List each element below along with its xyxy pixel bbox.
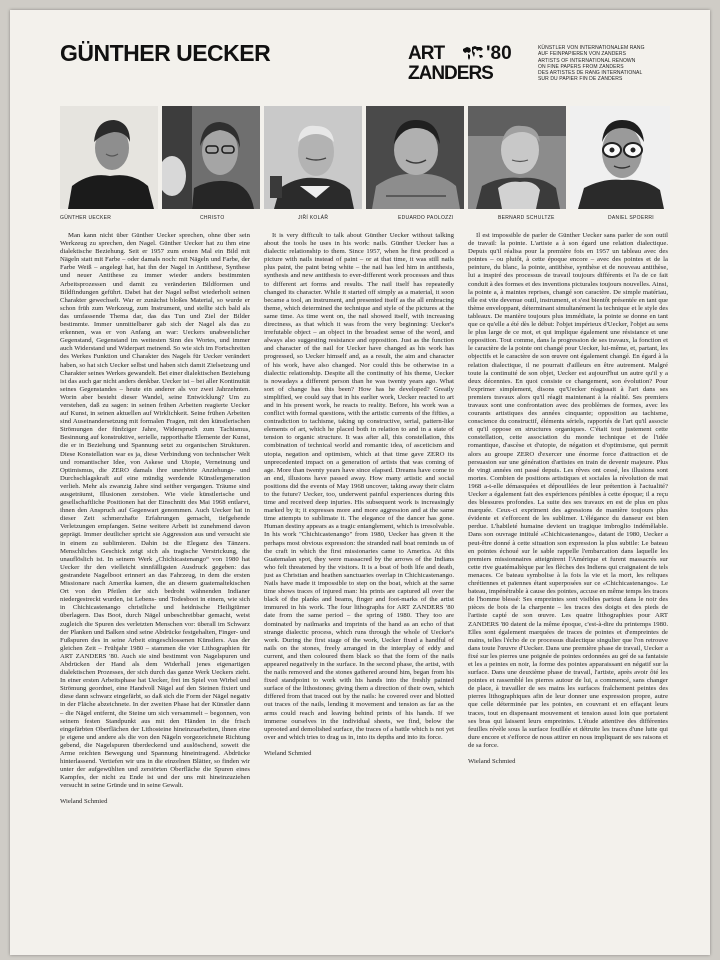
world-map-icon (462, 45, 484, 61)
english-text: It is very difficult to talk about Günther Uecker without talking about the tools he uses in his work: nails. Günther Uecker has a dialectic relationship to them. Since 1957, when he first produced a picture with nails instead of paint – or at that time, it was still nails plus paint, the paint being white – the nail has led him in antithesis, synthesis and new antithesis to ever-different work processes and thus to different art forms and results. The nail itself has repeatedly changed its character. While it started off simply as a material, it soon became a tool, an instrument, and presented itself as the all embracing theme, which determined the technique and style of the pictures at the same time. As time went on, the nail showed itself, with increasing directness, as that which it was from the very beginning: Uecker's irrefutable object – an object in the broadest sense of the word, and always also suggesting resistance and opposition. Just as the function and character of the nail for Uecker have changed as his work has progressed, so Uecker himself and, as a result, the aim and character of his work, have also changed. Nor could this be otherwise in a dialectic relationship. Despite all the continuity of his theme, Uecker is nowadays a different person than he was twenty years ago. What sort of change has this been? How has he developed? Greatly simplified, we could say that in his earlier work, Uecker reacted to art and in his present work, he reacts to reality. Before, his work was a conflict with formal questions, with the artistic currents of the fifties, a contradiction to tachisme, taking up constructive, serial, pattern-like elements of art, which he placed both in relation to and in a state of tension to organic structure. It was after all, this constellation, this combination of technical world and romantic idea, of asceticism and utopia, negation and optimism, which at that time gave ZERO its unprecedented impact on a generation of artists that was coming of age. More than twenty years have since elapsed. Dreams have come to an end, illusions have passed away. How many artistic and social positions did the events of May 1968 uncover, taking away their claim to the future? Uecker, too, underwent painful experiences during this time and received deep injuries. His subsequent work is increasingly marked by it; it expresses more and more aggression and at the same time attempts to sublimate it. The elegance of the dancer has gone. Human destiny appears as a tragic entanglement, which is irresolvable. In his work "Chichicastenango" from 1980, Uecker has given it the perhaps most obvious expression: the stranded nail boat reminds us of the craft in which the first missionaries came to America. At this Guatemalan spot, they were massacred by the arrows of the Indians who felt threatened by the visitors. It is a boat of both life and death, just as Christian and heathen sanctuaries overlap in Chichicastenango. Nails have made it impossible to step on the boat, which at the same time shows traces of injured man: his prints are captured all over the black of the planks and beams, finger and foot-marks of the artist immured in his work. The four lithographs for ART ZANDERS '80 date from the same period – the spring of 1980. They too are dominated by nailmarks and imprints of the hand as an echo of that strange dialectic process, which runs through the whole of Uecker's work. During the first stage of the work, Uecker fixed a handful of nails on the stones, freely arranged in the interplay of eddy and current, and then coloured them black so that the form of the nails appeared negatively in the surface. In the second phase, the artist, with the nails removed and the stones gathered around him, began from his fixed standpoint to work with his hands into the freshly painted surface of the lithostones; giving them a direction of their own, which differed from that traced out by the nails: he covered over and blotted out traces of the nails, lending it movement and tension as far as the arms could reach and leaving behind prints of his hands. If we immerse ourselves in the individual sheets, we find, below the uprooted and demolished surface, the traces of a battle which is not yet over and which tries to drag us in, into its depths and into its force. (264, 232, 454, 741)
caption-spoerri: DANIEL SPOERRI (608, 215, 654, 221)
portrait-uecker (60, 106, 158, 209)
caption-uecker: GÜNTHER UECKER (60, 215, 112, 221)
column-french (468, 232, 668, 872)
german-text: Man kann nicht über Günther Uecker sprechen, ohne über sein Werkzeug zu sprechen, den Nagel. Günther Uecker hat zu ihm eine dialektische Beziehung. Seit er 1957 zum ersten Mal ein Bild mit Nägeln statt mit Farbe – oder damals noch: mit Nägeln und Farbe, der Farbe Weiß – angelegt hat, hat ihn der Nagel in Antithese, Synthese und neuer Antithese zu immer wieder anders bestimmten Arbeitsprozessen und damit zu veränderten Bildformen und Bildfindungen geführt. Dabei hat der Nagel selbst wiederholt seinen Charakter gewechselt. War er zunächst bloßes Material, so wurde er schon früh zum Werkzeug, zum Instrument, und stellte sich bald als das umfassende Thema dar, das das Tun und Ziel der Bilder bestimmte. Immer unmittelbarer gab sich der Nagel als das zu erkennen, was er von Anfang an war: Ueckers unabweislicher Gegenstand, Gegenstand im weitesten Sinn des Wortes, und immer auch Widerstand und Widerpart meinend. So wie sich im Fortschreiten des Werkes Funktion und Charakter des Nagels für Uecker verändert haben, so hat sich Uecker selbst und haben sich damit Zielsetzung und Charakter seines Werkes gewandelt. Bei einer dialektischen Beziehung ist das auch gar nicht anders denkbar. Uecker ist – bei aller Kontinuität seines Gegenstandes – heute ein anderer als vor zwei Jahrzehnten. Worin aber besteht dieser Wandel, seine Entwicklung? Um zu verstehen, daß zu sagen: in seinen frühen Arbeiten reagierte Uecker auf Kunst, in seinen aktuellen auf Wirklichkeit. Seine frühen Arbeiten sind Auseinandersetzung mit formalen Fragen, mit den künstlerischen Strömungen der fünfziger Jahre, Widerspruch zum Tachismus, Besinnung auf konstruktive, serielle, rapporthafte Elemente der Kunst, die er in Beziehung und Spannung setzt zu organischen Strukturen. Diese Konstellation war es ja, diese Verbindung von technischer Welt und romantischer Idee, von Askese und Utopie, Verneinung und Optimismus, die ZERO damals ihre unerhörte Anziehungs- und Durchschlagskraft auf eine mündig werdende Künstlergeneration verlieh. Mehr als zwanzig Jahre sind seither vergangen. Träume sind ausgeträumt, Illusionen zerstoben. Wie viele künstlerische und gesellschaftliche Positionen hat der Einschnitt des Mai 1968 entlarvt, ihnen den Anspruch auf Gegenwart genommen. Auch Uecker hat in dieser Zeit schmerzhafte Erfahrungen gemacht, tiefgehende Verletzungen empfangen. Seine weitere Arbeit ist zunehmend davon geprägt. Immer deutlicher spricht sie Aggression aus und versucht sie in einem zu sublimieren. Dahin ist die Eleganz des Tänzers. Menschliches Geschick zeigt sich als tragische Verstrickung, die unauflöslich ist. In seinem Werk „Chichicastenango“ von 1980 hat Uecker ihr den vielleicht sinnfälligsten Ausdruck gegeben: das gestrandete Nagelboot erinnert an das Fahrzeug, in dem die ersten Missionare nach Amerika kamen, die an diesem guatemaltekischen Ort von den Pfeilen der sich bedroht wähnenden Indianer niedergestreckt wurden, ist Lebens- und Todesboot in einem, wie sich in Chichicastenango christliche und heidnische Heiligtümer überlagern. Das Boot, durch Nägel unbeschreibbar gemacht, weist zugleich die Spuren des verletzten Menschen vor: überall im Schwarz der Planken und Balken sind seine Abdrücke festgehalten, Finger- und Fußspuren des in seine Arbeit eingeschlossenen Künstlers. Aus der gleichen Zeit – Frühjahr 1980 – stammen die vier Lithographien für ART ZANDERS '80. Auch sie sind bestimmt von Nagelspuren und Abdrücken der Hand als dem Widerhall jenes eigenartigen dialektischen Prozesses, der sich durch das ganze Werk Ueckers zieht. In einer ersten Arbeitsphase hat Uecker, frei im Spiel von Wirbel und Strömung geordnet, eine Handvoll Nägel auf den Steinen fixiert und diese dann schwarz eingefärbt, so daß sich die Form der Nägel negativ in der Fläche abzeichnete. In der zweiten Phase hat der Künstler dann – die Nägel entfernt, die Steine um sich versammelt – begonnen, von seinem festen Standpunkt aus mit den Händen in die frisch eingefärbten Oberflächen der Lithosteine hineinzuarbeiten, ihnen eine je eigene und andere als die von den Nägeln vorgezeichnete Richtung gebend, die Nagelspuren überdeckend und auslöschend, soweit die Arme reichten Bewegung und Spannung hineintragend. Abdrücke hinterlassend. Vertiefen wir uns in die einzelnen Blätter, so finden wir unter der aufgewühlten und zerstörten Oberfläche die Spuren eines Kampfes, der nicht zu Ende ist und der uns mit hineinzuziehen versucht in seine Gründe und in seine Gewalt. (60, 232, 250, 790)
english-signature: Wieland Schmied (264, 749, 312, 757)
tagline-de-1: KÜNSTLER VON INTERNATIONALEM RANG (538, 45, 645, 51)
document-page (10, 10, 710, 955)
portrait-spoerri (570, 106, 670, 209)
column-german (60, 232, 250, 872)
portrait-paolozzi (366, 106, 464, 209)
column-english (264, 232, 454, 872)
french-text: Il est impossible de parler de Günther Uecker sans parler de son outil de travail: la pointe. L'artiste a à son égard une relation dialectique. Depuis qu'il réalisa pour la première fois en 1957 un tableau avec des pointes – ou plutôt, à cette époque encore – avec des pointes et de la peinture, du blanc, la pointe, antithèse, synthèse et de nouveau antithèse, lui a inspiré des processus de travail toujours différents et l'a de ce fait conduit à des formes et des inventions picturales toujours nouvelles. Ainsi, la pointe a, à maintes reprises, changé son caractère. De simple matériau, elle est vite devenue outil, instrument, et s'est bientôt présentée en tant que thème enveloppant, déterminant simultanément la technique et le style des tableaux. De manière toujours plus immédiate, la pointe se donne en tant que ce qu'elle a été dès le début: l'objet impérieux d'Uecker, l'objet au sens le plus large de ce mot, et qui implique également une résistance et une opposition. Tout comme, dans la progression de ses travaux, la fonction et le caractère de la pointe ont changé pour Uecker, lui-même, et, partant, les objectifs et le caractère de son œuvre ont également changé. En égard à la relation dialectique, il ne pourrait d'ailleurs en être autrement. Malgré toute la continuité de son objet, Uecker est aujourd'hui un autre qu'il y a deux décennies. En quoi consiste ce changement, son évolution? Pour l'exprimer simplement, disons qu'Uecker réagissait à l'art dans ses premiers travaux alors qu'il réagit maintenant à la réalité. Ses premiers travaux sont une confrontation avec des problèmes de formes, avec les courants artistiques des années cinquante; opposition au tachisme, conscience du constructif, éléments sériels, rapportés de l'art qu'il associe et qu'il oppose en structures organiques. C'était tout justement cette constellation, cette association du monde technique et de l'idée romantique, d'ascèse et d'utopie, de négation et d'optimisme, qui permit alors au groupe ZERO d'exercer une énorme force d'attraction et de persuasion sur une génération d'artistes en train de devenir majeure. Plus de vingt années ont passé depuis. Les rêves ont cessé, les illusions sont mortes. Combien de positions artistiques et sociales la révolution de mai 1968 a-t-elle démasquées et dépouillées de leur prétention à l'actualité? Uecker a également fait des expériences pénibles à cette époque; il a reçu des blessures profondes. La suite des ses travaux en est de plus en plus marquée. Ceux-ci expriment des agressions de manière toujours plus évidente et s'efforcent de les sublimer. L'élégance du danseur est bien perdue. L'habileté humaine devient un tragique imbroglio indémêlable. Dans son ouvrage intitulé «Chichicastenango», datant de 1980, Uecker a peut-être donné à cette situation son expression la plus subtile: Le bateau en pointes échoué sur le sable rappelle l'embarcation dans laquelle les premiers missionnaires atteignirent l'Amérique et furent massacrés sur cette rive guatémaltèque par les flèches des Indiens qui craignaient de tels menaces. Ce bateau symbolise à la fois la vie et la mort, les reliques chrétiennes et païennes étant superposées sur ce «Chichicastenango». Le bateau, impénétrable à cause des pointes, accuse en même temps les traces de l'homme blessé: Ses empreintes sont visibles partout dans le noir des pièces de bois de la charpente – les traces des doigts et des pieds de l'artiste capté de son œuvre. Les quatre lithographies pour ART ZANDERS '80 datent de la même époque, c'est-à-dire du printemps 1980. Elles sont également marquées de traces de pointes et d'empreintes de mains, telles l'écho de ce processus dialectique singulier que l'on retrouve dans toute l'œuvre d'Uecker. Dans une première phase de travail, Uecker a fixé sur les pierres une poignée de pointes ordonnées au gré de sa fantaisie et les a peintes en noir, la forme des pointes apparaissant en négatif sur la surface. Dans une deuxième phase de travail, l'artiste, après avoir ôté les pointes et rassemblé les pierres autour de lui, a commencé, sans changer de place, à travailler de ses mains les surfaces fraîchement peintes des pierres lithographiques afin de leur donner une expression propre, autre que celle déterminée par les pointes, en couvrant et en effaçant leurs traces, tout en dispensant mouvement et tension aussi loin que portaient ses bras qui laissent leurs empreintes. L'étude attentive des différentes feuilles révèle sous la surface fouillée et détruite les traces d'une lutte qui dure encore et s'efforce de nous attirer en nous impliquant de ses raisons et de sa force. (468, 232, 668, 749)
caption-paolozzi: EDUARDO PAOLOZZI (398, 215, 454, 221)
caption-schultze: BERNARD SCHULTZE (498, 215, 555, 221)
artist-title: GÜNTHER UECKER (60, 40, 271, 66)
german-signature: Wieland Schmied (60, 798, 108, 806)
tagline-en-1: ARTISTS OF INTERNATIONAL RENOWN (538, 57, 636, 64)
art-zanders-logo (408, 44, 526, 88)
tagline-fr-2: SUR DU PAPIER FIN DE ZANDERS (538, 76, 623, 83)
french-signature: Wieland Schmied (468, 758, 516, 765)
logo-word-art: ART (408, 43, 445, 64)
tagline-fr-1: DES ARTISTES DE RANG INTERNATIONAL (538, 70, 643, 77)
portrait-schultze (468, 106, 566, 209)
logo-year: '80 (486, 43, 512, 64)
portrait-kolar (264, 106, 362, 209)
caption-kolar: JIŘÍ KOLÁŘ (298, 215, 329, 221)
tagline-block (538, 45, 703, 83)
tagline-de-2: AUF FEINPAPIEREN VON ZANDERS (538, 51, 626, 58)
portrait-christo (162, 106, 260, 209)
logo-word-zanders: ZANDERS (408, 63, 493, 84)
tagline-en-2: ON FINE PAPERS FROM ZANDERS (538, 63, 624, 70)
caption-christo: CHRISTO (200, 215, 225, 221)
